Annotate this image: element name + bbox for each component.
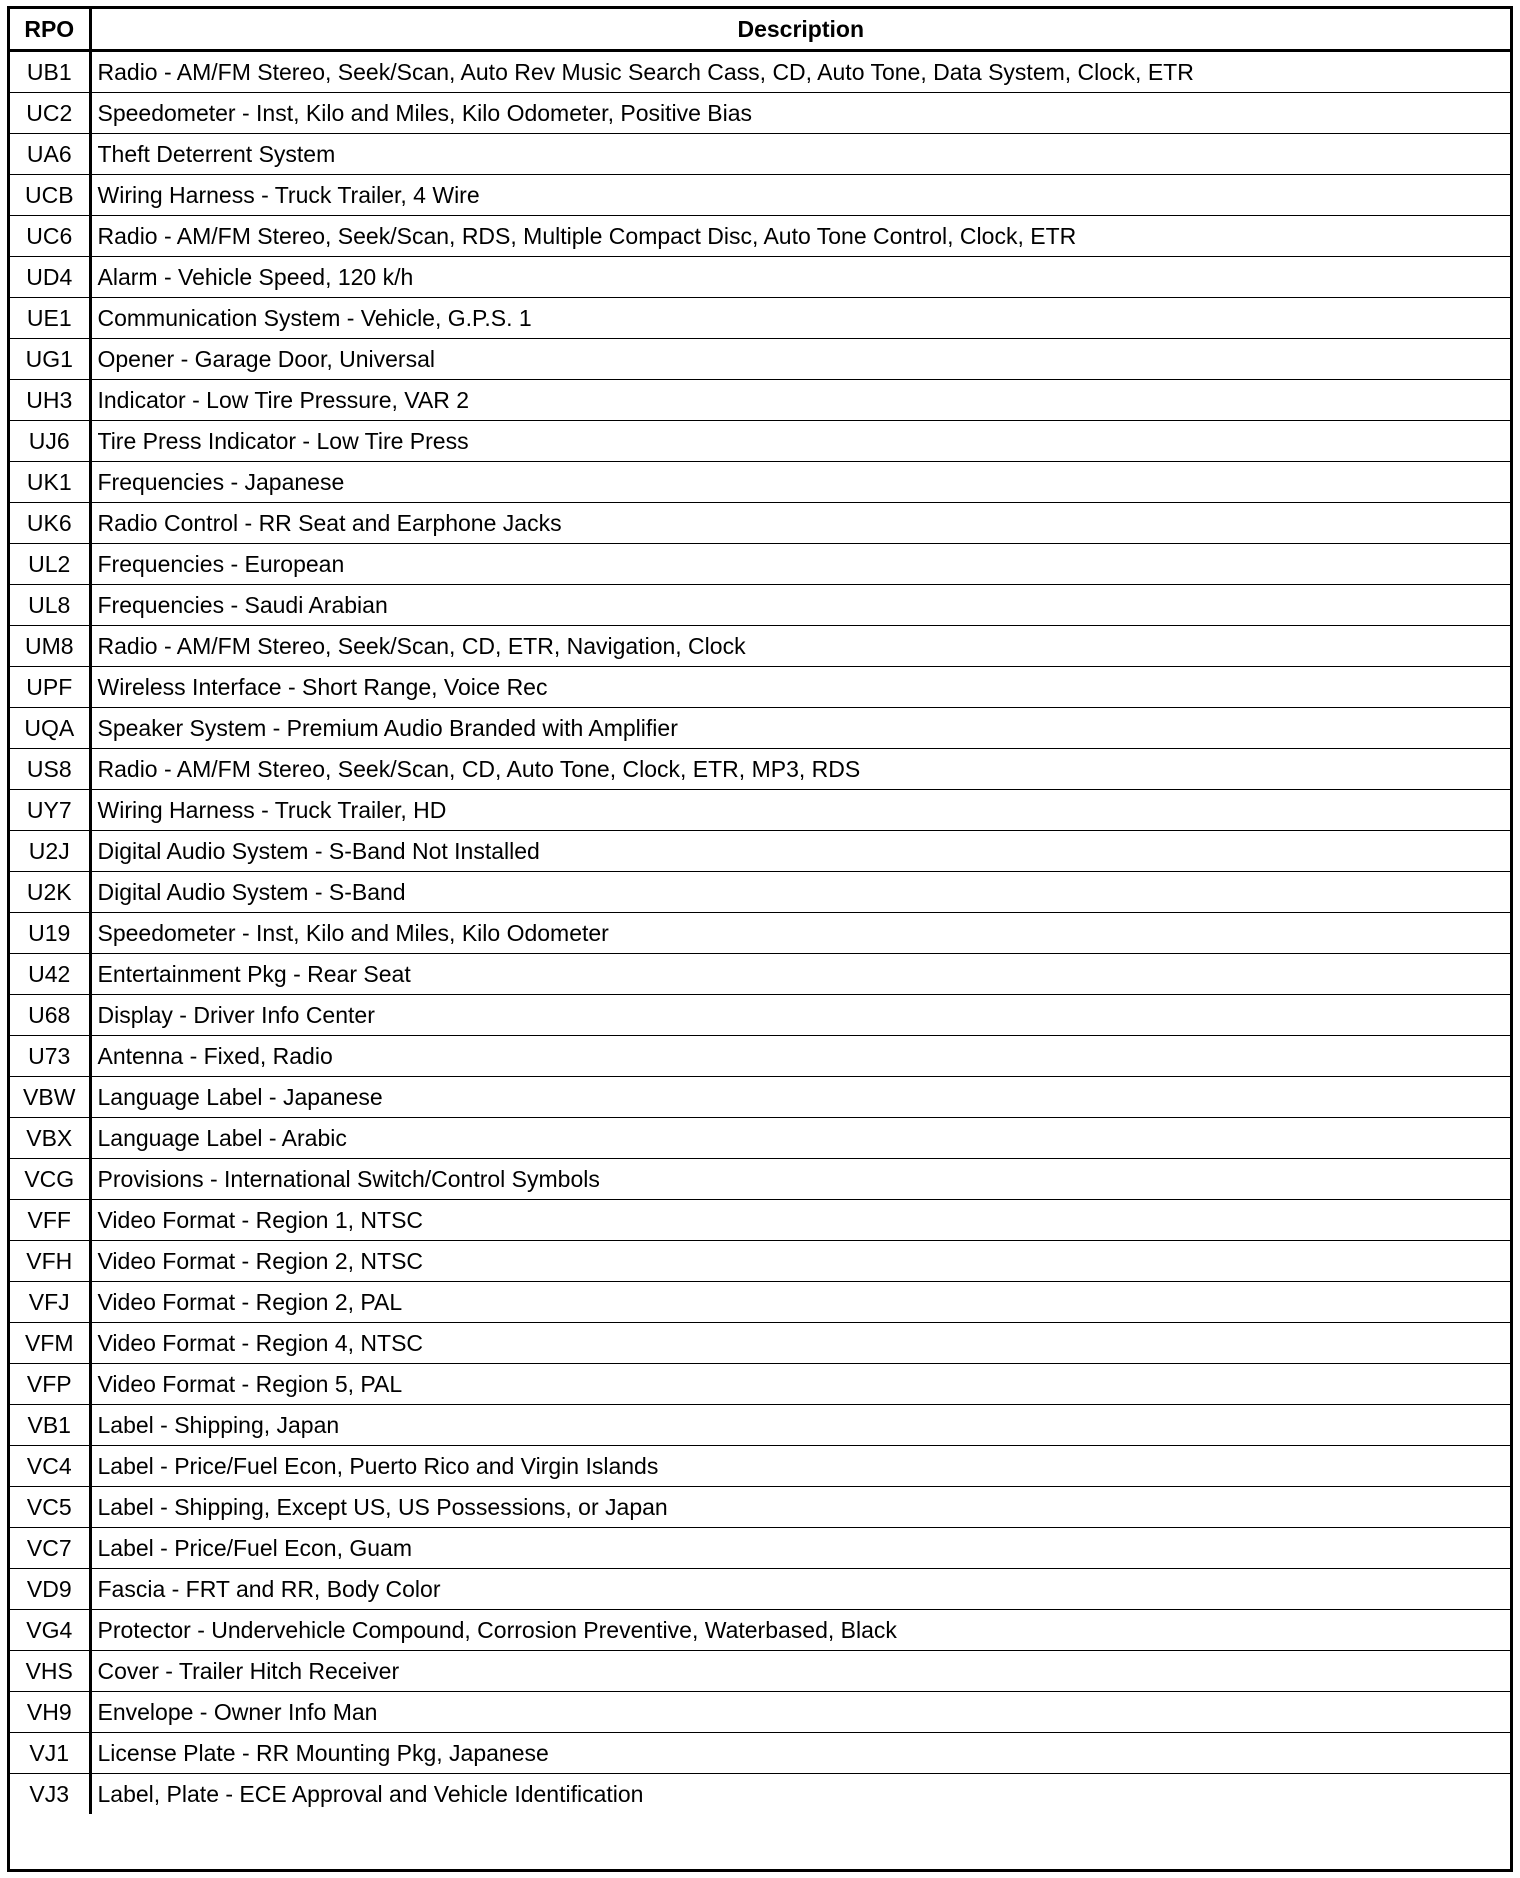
table-row	[10, 1405, 1510, 1446]
rpo-code-cell: VFH	[10, 1241, 90, 1282]
description-cell: Provisions - International Switch/Control Symbols	[90, 1159, 1510, 1200]
rpo-code-cell: VJ1	[10, 1733, 90, 1774]
table-row	[10, 1569, 1510, 1610]
table-row	[10, 585, 1510, 626]
table-row	[10, 462, 1510, 503]
description-cell: Entertainment Pkg - Rear Seat	[90, 954, 1510, 995]
table-row	[10, 1487, 1510, 1528]
table-row	[10, 257, 1510, 298]
description-cell: Video Format - Region 2, NTSC	[90, 1241, 1510, 1282]
rpo-code-cell: VC4	[10, 1446, 90, 1487]
table-row	[10, 503, 1510, 544]
description-cell: Digital Audio System - S-Band Not Installed	[90, 831, 1510, 872]
rpo-code-cell: VC7	[10, 1528, 90, 1569]
description-cell: Communication System - Vehicle, G.P.S. 1	[90, 298, 1510, 339]
rpo-code-cell: UG1	[10, 339, 90, 380]
table-row	[10, 1200, 1510, 1241]
rpo-code-cell: UK1	[10, 462, 90, 503]
table-row	[10, 134, 1510, 175]
description-cell: Radio - AM/FM Stereo, Seek/Scan, CD, ETR, Navigation, Clock	[90, 626, 1510, 667]
rpo-code-cell: US8	[10, 749, 90, 790]
rpo-code-cell: U2K	[10, 872, 90, 913]
table-row	[10, 667, 1510, 708]
rpo-code-cell: UQA	[10, 708, 90, 749]
description-cell: Envelope - Owner Info Man	[90, 1692, 1510, 1733]
table-row	[10, 626, 1510, 667]
rpo-code-cell: UE1	[10, 298, 90, 339]
rpo-code-cell: VC5	[10, 1487, 90, 1528]
table-row	[10, 1446, 1510, 1487]
table-row	[10, 1733, 1510, 1774]
rpo-code-cell: VFM	[10, 1323, 90, 1364]
description-cell: Label, Plate - ECE Approval and Vehicle Identification	[90, 1774, 1510, 1815]
description-cell: Protector - Undervehicle Compound, Corrosion Preventive, Waterbased, Black	[90, 1610, 1510, 1651]
description-cell: Alarm - Vehicle Speed, 120 k/h	[90, 257, 1510, 298]
description-cell: Label - Price/Fuel Econ, Guam	[90, 1528, 1510, 1569]
rpo-code-cell: VBX	[10, 1118, 90, 1159]
table-row	[10, 1077, 1510, 1118]
rpo-code-cell: VHS	[10, 1651, 90, 1692]
table-row	[10, 708, 1510, 749]
description-cell: Radio - AM/FM Stereo, Seek/Scan, RDS, Multiple Compact Disc, Auto Tone Control, Clock, ETR	[90, 216, 1510, 257]
table-row	[10, 175, 1510, 216]
table-row	[10, 954, 1510, 995]
rpo-code-cell: U19	[10, 913, 90, 954]
rpo-code-cell: UCB	[10, 175, 90, 216]
rpo-code-cell: VG4	[10, 1610, 90, 1651]
rpo-code-cell: UC2	[10, 93, 90, 134]
rpo-code-cell: UC6	[10, 216, 90, 257]
rpo-code-cell: UL2	[10, 544, 90, 585]
rpo-code-cell: VJ3	[10, 1774, 90, 1815]
description-cell: Speaker System - Premium Audio Branded with Amplifier	[90, 708, 1510, 749]
table-row	[10, 995, 1510, 1036]
rpo-code-cell: UL8	[10, 585, 90, 626]
description-cell: Digital Audio System - S-Band	[90, 872, 1510, 913]
table-row	[10, 790, 1510, 831]
description-cell: Label - Shipping, Except US, US Possessions, or Japan	[90, 1487, 1510, 1528]
description-cell: Radio - AM/FM Stereo, Seek/Scan, Auto Rev Music Search Cass, CD, Auto Tone, Data System, Clock, ETR	[90, 51, 1510, 93]
description-cell: Speedometer - Inst, Kilo and Miles, Kilo Odometer, Positive Bias	[90, 93, 1510, 134]
table-row	[10, 1159, 1510, 1200]
table-row	[10, 1364, 1510, 1405]
rpo-code-cell: UJ6	[10, 421, 90, 462]
rpo-code-cell: UA6	[10, 134, 90, 175]
description-cell: Indicator - Low Tire Pressure, VAR 2	[90, 380, 1510, 421]
description-cell: Tire Press Indicator - Low Tire Press	[90, 421, 1510, 462]
description-cell: Video Format - Region 2, PAL	[90, 1282, 1510, 1323]
description-cell: Fascia - FRT and RR, Body Color	[90, 1569, 1510, 1610]
rpo-code-cell: UD4	[10, 257, 90, 298]
table-row	[10, 93, 1510, 134]
rpo-code-cell: UPF	[10, 667, 90, 708]
description-cell: Speedometer - Inst, Kilo and Miles, Kilo Odometer	[90, 913, 1510, 954]
header-row	[10, 9, 1510, 51]
description-cell: Display - Driver Info Center	[90, 995, 1510, 1036]
table-row	[10, 51, 1510, 93]
description-cell: Frequencies - Saudi Arabian	[90, 585, 1510, 626]
rpo-code-cell: VH9	[10, 1692, 90, 1733]
table-body	[10, 51, 1510, 1815]
table-row	[10, 298, 1510, 339]
table-row	[10, 1692, 1510, 1733]
table-row	[10, 1774, 1510, 1815]
description-cell: Theft Deterrent System	[90, 134, 1510, 175]
table-row	[10, 1651, 1510, 1692]
rpo-code-cell: U68	[10, 995, 90, 1036]
rpo-code-cell: VFJ	[10, 1282, 90, 1323]
description-cell: Radio - AM/FM Stereo, Seek/Scan, CD, Auto Tone, Clock, ETR, MP3, RDS	[90, 749, 1510, 790]
rpo-table	[10, 9, 1510, 1814]
rpo-code-cell: UM8	[10, 626, 90, 667]
table-row	[10, 831, 1510, 872]
rpo-code-cell: UY7	[10, 790, 90, 831]
rpo-code-cell: VFP	[10, 1364, 90, 1405]
rpo-code-cell: VFF	[10, 1200, 90, 1241]
description-cell: Wiring Harness - Truck Trailer, HD	[90, 790, 1510, 831]
table-row	[10, 1323, 1510, 1364]
description-cell: Wiring Harness - Truck Trailer, 4 Wire	[90, 175, 1510, 216]
description-cell: Language Label - Japanese	[90, 1077, 1510, 1118]
description-cell: Video Format - Region 4, NTSC	[90, 1323, 1510, 1364]
description-cell: Video Format - Region 1, NTSC	[90, 1200, 1510, 1241]
table-row	[10, 1282, 1510, 1323]
rpo-code-cell: UB1	[10, 51, 90, 93]
table-row	[10, 1528, 1510, 1569]
description-cell: Opener - Garage Door, Universal	[90, 339, 1510, 380]
description-cell: Cover - Trailer Hitch Receiver	[90, 1651, 1510, 1692]
rpo-table-frame	[7, 6, 1513, 1872]
rpo-code-cell: UH3	[10, 380, 90, 421]
rpo-code-cell: U73	[10, 1036, 90, 1077]
table-row	[10, 1241, 1510, 1282]
description-cell: License Plate - RR Mounting Pkg, Japanese	[90, 1733, 1510, 1774]
rpo-code-cell: VB1	[10, 1405, 90, 1446]
rpo-code-cell: U2J	[10, 831, 90, 872]
table-row	[10, 913, 1510, 954]
table-row	[10, 1610, 1510, 1651]
table-row	[10, 749, 1510, 790]
rpo-code-cell: VCG	[10, 1159, 90, 1200]
description-cell: Frequencies - Japanese	[90, 462, 1510, 503]
description-cell: Label - Shipping, Japan	[90, 1405, 1510, 1446]
description-cell: Antenna - Fixed, Radio	[90, 1036, 1510, 1077]
table-row	[10, 1118, 1510, 1159]
description-cell: Radio Control - RR Seat and Earphone Jacks	[90, 503, 1510, 544]
rpo-column-header: RPO	[10, 9, 90, 51]
rpo-code-cell: UK6	[10, 503, 90, 544]
table-row	[10, 380, 1510, 421]
table-row	[10, 544, 1510, 585]
description-cell: Video Format - Region 5, PAL	[90, 1364, 1510, 1405]
rpo-code-cell: VBW	[10, 1077, 90, 1118]
table-row	[10, 421, 1510, 462]
description-cell: Label - Price/Fuel Econ, Puerto Rico and Virgin Islands	[90, 1446, 1510, 1487]
description-cell: Frequencies - European	[90, 544, 1510, 585]
table-row	[10, 872, 1510, 913]
table-row	[10, 339, 1510, 380]
description-column-header: Description	[90, 9, 1510, 51]
description-cell: Wireless Interface - Short Range, Voice Rec	[90, 667, 1510, 708]
rpo-code-cell: U42	[10, 954, 90, 995]
table-row	[10, 1036, 1510, 1077]
description-cell: Language Label - Arabic	[90, 1118, 1510, 1159]
rpo-code-cell: VD9	[10, 1569, 90, 1610]
table-row	[10, 216, 1510, 257]
